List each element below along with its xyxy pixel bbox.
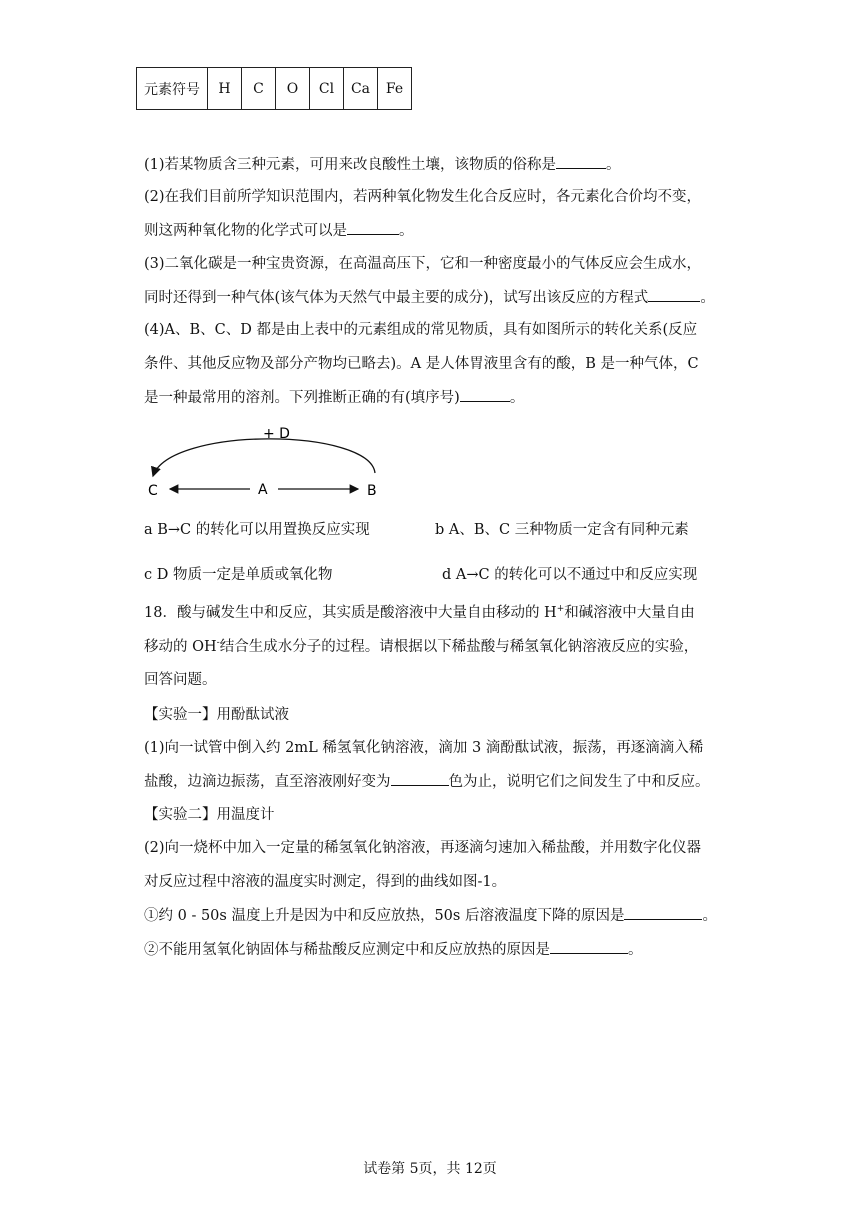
option-c: c D 物质一定是单质或氧化物 <box>144 567 333 583</box>
arc-arrow-b-to-c <box>153 439 375 476</box>
answer-blank <box>648 287 700 302</box>
option-d: d A→C 的转化可以不通过中和反应实现 <box>442 567 698 583</box>
experiment-1-title: 【实验一】用酚酞试液 <box>144 707 289 723</box>
experiment-2-line-4: ②不能用氢氧化钠固体与稀盐酸反应测定中和反应放热的原因是 。 <box>144 939 643 960</box>
question-4-line-3: 是一种最常用的溶剂。下列推断正确的有(填序号) 。 <box>144 387 524 408</box>
question-3-line-1: (3)二氧化碳是一种宝贵资源，在高温高压下，它和一种密度最小的气体反应会生成水， <box>144 256 702 272</box>
answer-blank <box>624 905 702 920</box>
table-cell-h: H <box>208 68 242 110</box>
question-2-line-2: 则这两种氧化物的化学式可以是 。 <box>144 220 414 241</box>
question-2-line-1: (2)在我们目前所学知识范围内，若两种氧化物发生化合反应时，各元素化合价均不变， <box>144 189 702 205</box>
experiment-2-line-2: 对反应过程中溶液的温度实时测定，得到的曲线如图-1。 <box>144 874 507 890</box>
question-18-line-2: 移动的 OH-结合生成水分子的过程。请根据以下稀盐酸与稀氢氧化钠溶液反应的实验， <box>144 638 699 655</box>
diagram-node-b: B <box>367 483 377 499</box>
conversion-diagram <box>140 418 400 508</box>
element-symbol-table <box>136 67 412 110</box>
diagram-node-a: A <box>258 482 268 498</box>
answer-blank <box>391 771 449 786</box>
table-cell-ca: Ca <box>344 68 378 110</box>
answer-blank <box>550 939 628 954</box>
answer-blank <box>460 387 510 402</box>
table-cell-c: C <box>242 68 276 110</box>
answer-blank <box>556 154 606 169</box>
question-3-line-2: 同时还得到一种气体(该气体为天然气中最主要的成分)，试写出该反应的方程式 。 <box>144 287 715 308</box>
question-1: (1)若某物质含三种元素，可用来改良酸性土壤，该物质的俗称是 。 <box>144 154 621 175</box>
experiment-2-line-1: (2)向一烧杯中加入一定量的稀氢氧化钠溶液，再逐滴匀速加入稀盐酸，并用数字化仪器 <box>144 840 702 856</box>
answer-blank <box>347 220 399 235</box>
experiment-2-line-3: ①约 0 - 50s 温度上升是因为中和反应放热，50s 后溶液温度下降的原因是 。 <box>144 905 717 926</box>
table-cell-fe: Fe <box>378 68 412 110</box>
experiment-1-line-2: 盐酸，边滴边振荡，直至溶液刚好变为 色为止，说明它们之间发生了中和反应。 <box>144 771 710 792</box>
option-b: b A、B、C 三种物质一定含有同种元素 <box>435 522 689 538</box>
table-header-cell: 元素符号 <box>137 68 208 110</box>
diagram-node-c: C <box>148 483 158 499</box>
question-18-line-3: 回答问题。 <box>144 672 217 688</box>
question-4-line-1: (4)A、B、C、D 都是由上表中的元素组成的常见物质，具有如图所示的转化关系(反应 <box>144 322 698 338</box>
diagram-label-plus-d: + D <box>263 426 290 442</box>
table-cell-cl: Cl <box>310 68 344 110</box>
table-cell-o: O <box>276 68 310 110</box>
experiment-2-title: 【实验二】用温度计 <box>144 807 275 823</box>
experiment-1-line-1: (1)向一试管中倒入约 2mL 稀氢氧化钠溶液，滴加 3 滴酚酞试液，振荡，再逐滴滴入稀 <box>144 740 704 756</box>
page-footer: 试卷第 5页，共 12页 <box>363 1161 497 1177</box>
question-4-line-2: 条件、其他反应物及部分产物均已略去)。A 是人体胃液里含有的酸，B 是一种气体，C <box>144 356 699 372</box>
question-18-line-1: 18．酸与碱发生中和反应，其实质是酸溶液中大量自由移动的 H+和碱溶液中大量自由 <box>144 604 695 621</box>
option-a: a B→C 的转化可以用置换反应实现 <box>144 522 370 538</box>
